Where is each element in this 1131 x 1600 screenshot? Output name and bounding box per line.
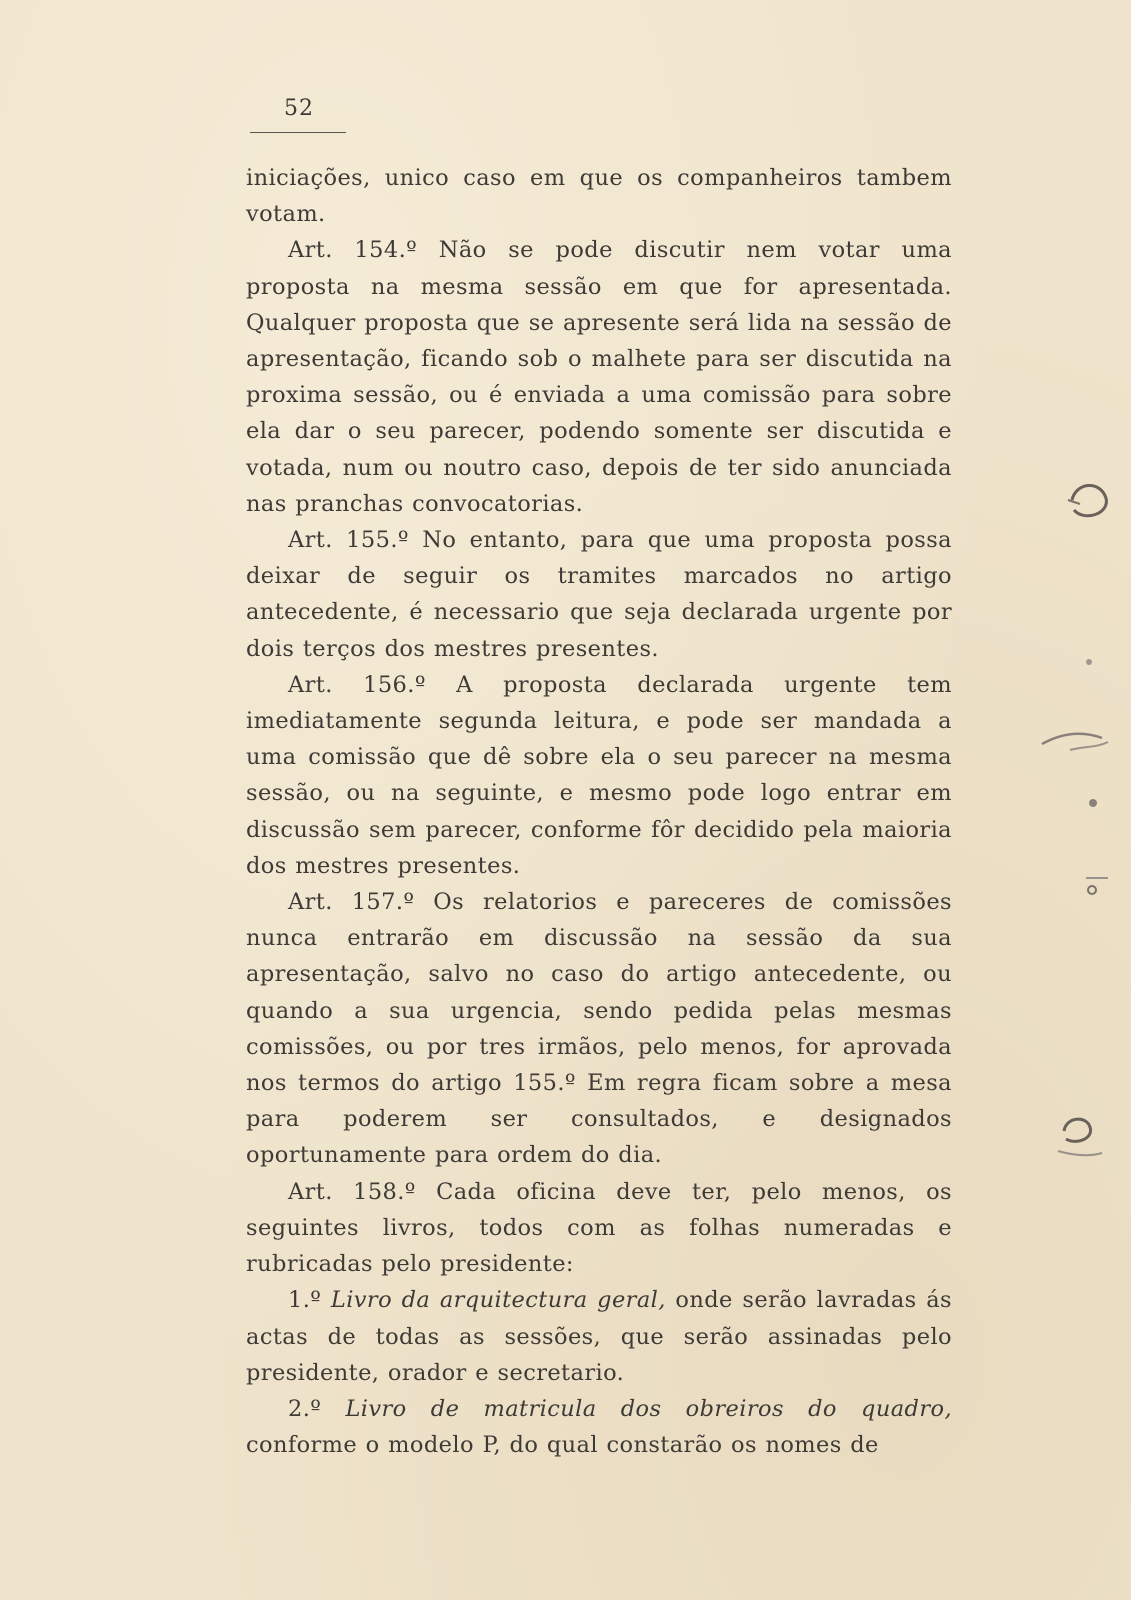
item-italic-title: Livro de matricula dos obreiros do quadro,	[345, 1395, 952, 1422]
article-text: Não se pode discutir nem votar uma proposta na mesma sessão em que for apresentada. Qualquer proposta que se apresente será lida na sessão de apresentação, ficando sob o malhete para ser discutida na proxima sessão, ou é enviada a uma comissão para sobre ela dar o seu parecer, podendo somente ser discutida e votada, num ou noutro caso, depois de ter sido anunciada nas pranchas convocatorias.	[246, 237, 952, 517]
paragraph-continuation: iniciações, unico caso em que os companheiros tambem votam.	[246, 165, 952, 228]
binding-mark	[1050, 1105, 1110, 1165]
article-text: Cada oficina deve ter, pelo menos, os seguintes livros, todos com as folhas numeradas e rubricadas pelo presidente:	[246, 1178, 952, 1278]
binding-mark	[1040, 720, 1120, 760]
binding-mark	[1082, 655, 1096, 669]
item-label: 1.º	[288, 1287, 322, 1314]
item-italic-title: Livro da arquitectura geral,	[330, 1287, 666, 1314]
item-text: conforme o modelo P, do qual constarão os nomes de	[246, 1432, 879, 1459]
article-158	[246, 1174, 952, 1283]
article-label: Art. 156.º	[288, 671, 426, 698]
binding-mark	[1085, 795, 1101, 811]
article-label: Art. 158.º	[288, 1178, 416, 1205]
item-text: onde serão lavradas ás actas de todas as sessões, que serão assinadas pelo presidente, orador e secretario.	[246, 1287, 952, 1386]
article-154	[246, 232, 952, 522]
binding-mark	[1062, 470, 1118, 530]
article-text: Os relatorios e pareceres de comissões nunca entrarão em discussão na sessão da sua apresentação, salvo no caso do artigo antecedente, ou quando a sua urgencia, sendo pedida pelas mesmas comissões, ou por tres irmãos, pelo menos, for aprovada nos termos do artigo 155.º Em regra ficam sobre a mesa para poderem ser consultados, e designados oportunamente para ordem do dia.	[246, 889, 952, 1169]
article-155	[246, 522, 952, 667]
binding-mark	[1082, 870, 1112, 900]
article-label: Art. 154.º	[288, 237, 418, 264]
article-157	[246, 884, 952, 1174]
header-rule	[250, 132, 346, 133]
article-label: Art. 157.º	[288, 889, 415, 916]
body-text	[246, 160, 952, 1463]
article-text: A proposta declarada urgente tem imediatamente segunda leitura, e pode ser mandada a uma comissão que dê sobre ela o seu parecer na mesma sessão, ou na seguinte, e mesmo pode logo entrar em discussão sem parecer, conforme fôr decidido pela maioria dos mestres presentes.	[246, 671, 952, 879]
page-number: 52	[284, 96, 314, 121]
list-item-2	[246, 1391, 952, 1463]
article-label: Art. 155.º	[288, 527, 409, 554]
article-text: No entanto, para que uma proposta possa deixar de seguir os tramites marcados no artigo antecedente, é necessario que seja declarada urgente por dois terços dos mestres presentes.	[246, 527, 952, 662]
article-156	[246, 667, 952, 884]
item-label: 2.º	[288, 1395, 322, 1422]
list-item-1	[246, 1282, 952, 1391]
binding-edge-marks	[1030, 0, 1130, 1600]
